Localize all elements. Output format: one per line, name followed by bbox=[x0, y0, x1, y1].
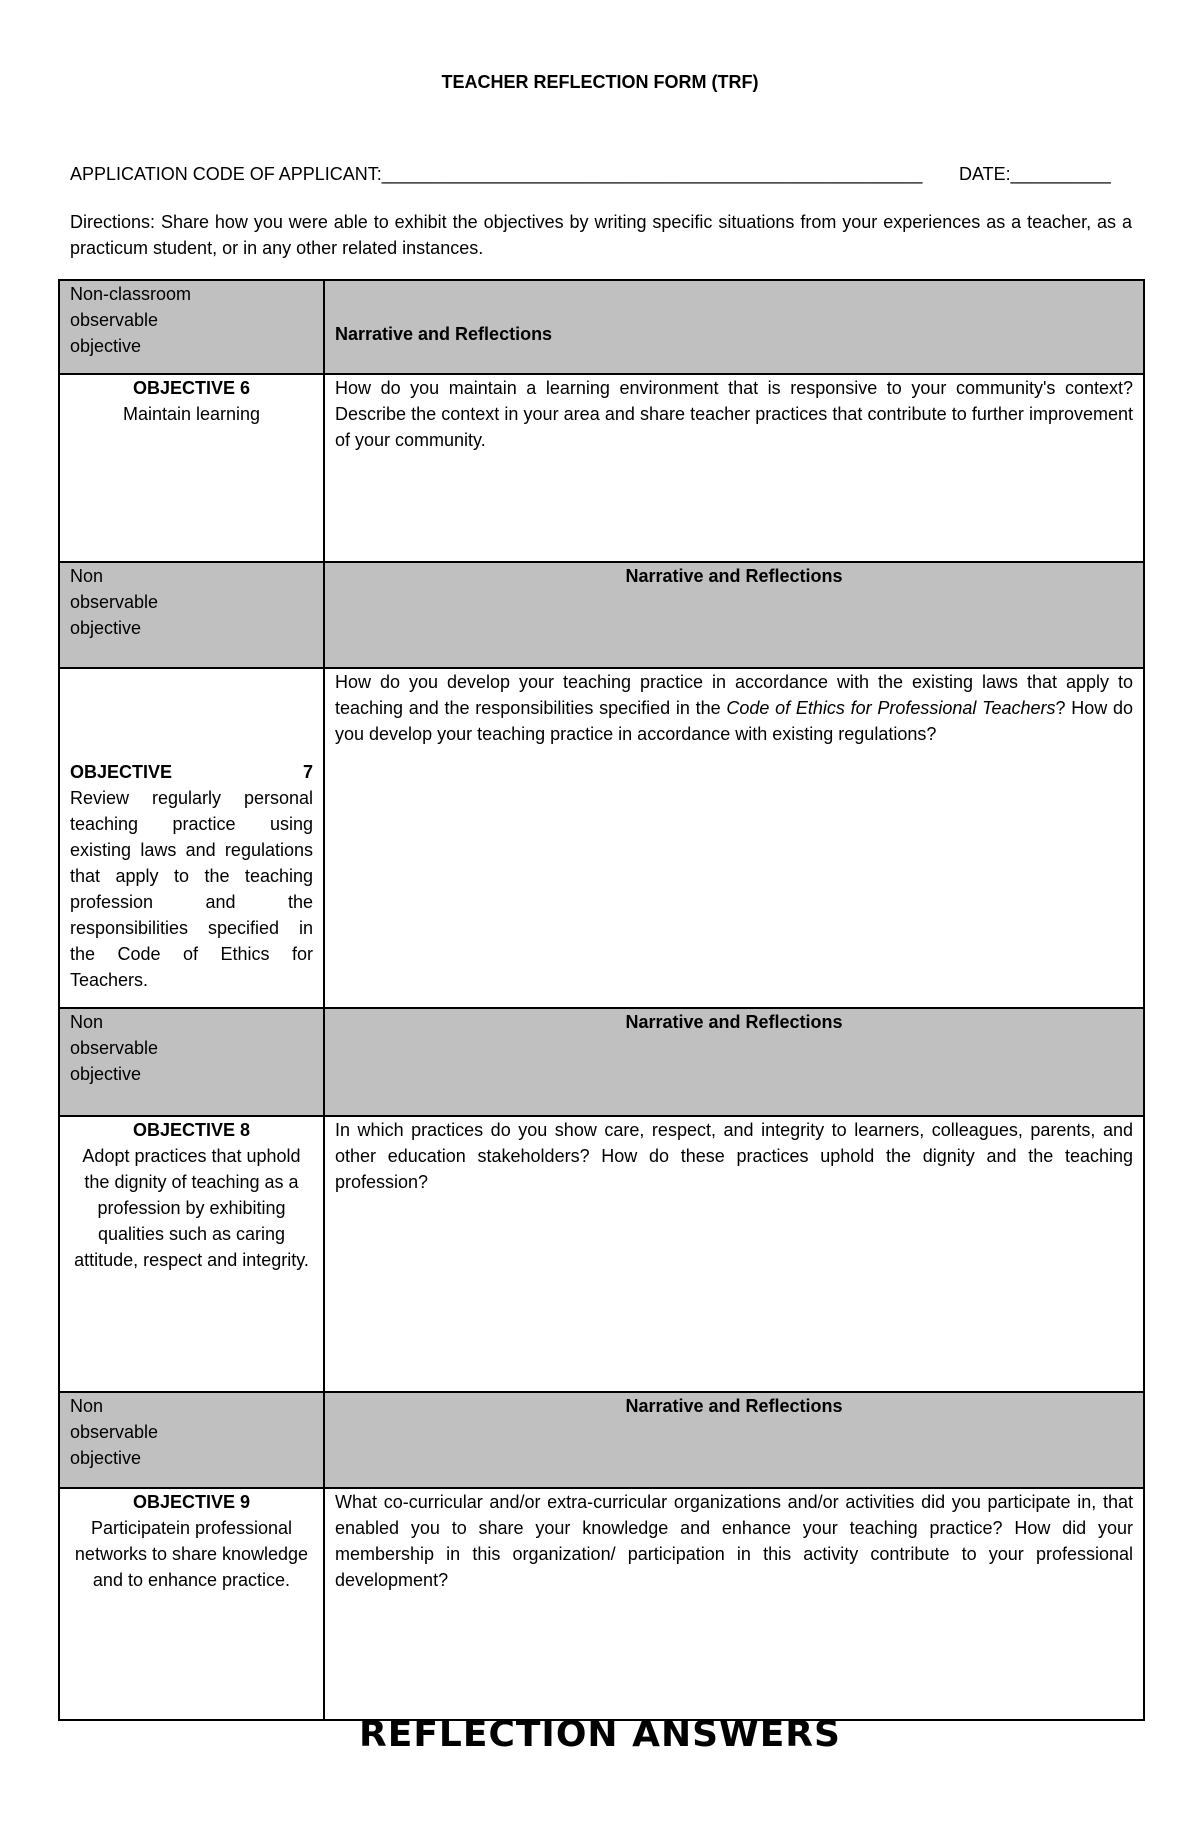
form-title: TEACHER REFLECTION FORM (TRF) bbox=[441, 72, 759, 92]
objective-title bbox=[70, 759, 313, 785]
objective-type-line: Non bbox=[70, 1012, 104, 1032]
narrative-header: Narrative and Reflections bbox=[324, 280, 1144, 374]
table-row bbox=[59, 668, 1144, 1008]
objective-title: OBJECTIVE 9 bbox=[132, 1492, 251, 1512]
objective-type-line: Non bbox=[70, 1396, 104, 1416]
narrative-header: Narrative and Reflections bbox=[324, 1392, 1144, 1488]
question-text: How do you maintain a learning environment that is responsive to your community's context? Describe the context in your area and share teacher practices that contribute to further improvement of your community. bbox=[335, 378, 1133, 450]
objective-title: OBJECTIVE 6 bbox=[132, 378, 251, 398]
objective-type-line: objective bbox=[70, 336, 142, 356]
question-cell[interactable] bbox=[324, 374, 1144, 562]
question-text: How do you develop your teaching practice in accordance with the existing laws that apply to teaching and the responsibilities specified in the bbox=[335, 672, 1133, 718]
objective-title: OBJECTIVE 8 bbox=[132, 1120, 251, 1140]
objective-type-line: observable bbox=[70, 310, 159, 330]
objective-title-number: 7 bbox=[302, 762, 313, 782]
objective-type-line: objective bbox=[70, 618, 142, 638]
table-row bbox=[59, 374, 1144, 562]
objective-type-line: objective bbox=[70, 1448, 142, 1468]
objective-type-line: Non bbox=[70, 566, 104, 586]
narrative-header: Narrative and Reflections bbox=[324, 562, 1144, 668]
answers-title: REFLECTION ANSWERS bbox=[359, 1714, 841, 1755]
date-label: DATE: bbox=[959, 164, 1011, 184]
objective-description: Adopt practices that uphold the dignity of teaching as a profession by exhibiting qualities such as caring attitude, respect and integrity. bbox=[74, 1146, 309, 1270]
question-text: ? How do you develop your teaching practice in accordance with existing regulations? bbox=[335, 698, 1133, 744]
directions-text: Directions: Share how you were able to exhibit the objectives by writing specific situations from your experiences as a teacher, as a practicum student, or in any other related instances. bbox=[70, 212, 1132, 258]
reflection-table bbox=[58, 279, 1145, 1721]
objective-type-line: observable bbox=[70, 1422, 159, 1442]
table-header-row bbox=[59, 562, 1144, 668]
objective-type-cell bbox=[59, 1392, 324, 1488]
question-cell[interactable] bbox=[324, 1116, 1144, 1392]
table-row bbox=[59, 1116, 1144, 1392]
table-row bbox=[59, 1488, 1144, 1720]
objective-cell bbox=[59, 1116, 324, 1392]
question-emphasis: Code of Ethics for Professional Teachers bbox=[726, 698, 1056, 718]
objective-type-line: Non-classroom bbox=[70, 284, 192, 304]
applicant-line bbox=[70, 164, 1130, 185]
question-text: In which practices do you show care, respect, and integrity to learners, colleagues, parents, and other education stakeholders? How do these practices uphold the dignity and the teaching profession? bbox=[335, 1120, 1133, 1192]
objective-title-word: OBJECTIVE bbox=[70, 762, 173, 782]
objective-type-cell bbox=[59, 562, 324, 668]
table-header-row bbox=[59, 1008, 1144, 1116]
objective-description: Review regularly personal teaching practice using existing laws and regulations that apply to the teaching profession and the responsibilities specified in the Code of Ethics for Teachers. bbox=[70, 788, 313, 990]
date-field[interactable]: __________ bbox=[1010, 164, 1111, 184]
objective-description: Participatein professional networks to share knowledge and to enhance practice. bbox=[74, 1518, 309, 1590]
objective-type-line: observable bbox=[70, 592, 159, 612]
applicant-code-field[interactable]: ______________________________________________________ bbox=[381, 164, 923, 184]
question-cell[interactable] bbox=[324, 668, 1144, 1008]
objective-cell bbox=[59, 1488, 324, 1720]
objective-type-line: observable bbox=[70, 1038, 159, 1058]
table-header-row bbox=[59, 1392, 1144, 1488]
objective-type-cell bbox=[59, 280, 324, 374]
narrative-header: Narrative and Reflections bbox=[324, 1008, 1144, 1116]
objective-cell bbox=[59, 668, 324, 1008]
objective-cell bbox=[59, 374, 324, 562]
applicant-code-label: APPLICATION CODE OF APPLICANT: bbox=[70, 164, 382, 184]
table-header-row bbox=[59, 280, 1144, 374]
question-text: What co-curricular and/or extra-curricular organizations and/or activities did you participate in, that enabled you to share your knowledge and enhance your teaching practice? How did your membership in this organization/ participation in this activity contribute to your professional development? bbox=[335, 1492, 1133, 1590]
objective-type-cell bbox=[59, 1008, 324, 1116]
objective-type-line: objective bbox=[70, 1064, 142, 1084]
date-group bbox=[959, 164, 1111, 185]
question-cell[interactable] bbox=[324, 1488, 1144, 1720]
objective-description: Maintain learning bbox=[122, 404, 261, 424]
